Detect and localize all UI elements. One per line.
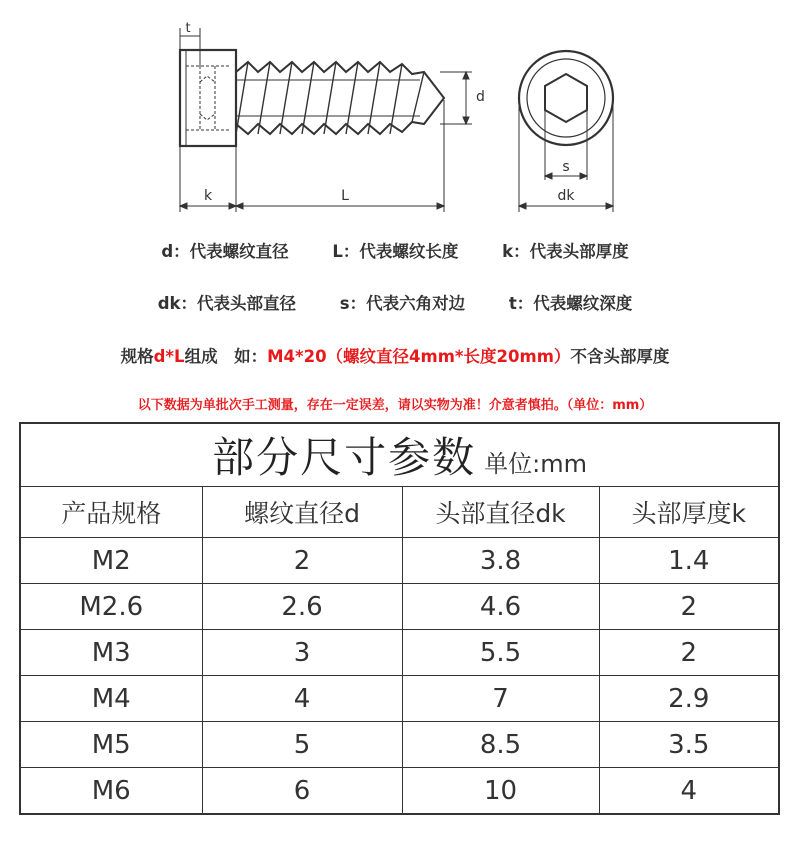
table-row (20, 538, 779, 584)
label-s: s (562, 159, 570, 175)
cell-head-thickness: 2 (599, 630, 779, 676)
table-row (20, 676, 779, 722)
legend-item-s: s：代表六角对边 (339, 294, 466, 313)
screw-head (180, 50, 236, 146)
table-title-cell (20, 423, 779, 487)
legend-item-t: t：代表螺纹深度 (508, 294, 633, 313)
header-head-diameter: 头部直径dk (402, 487, 599, 538)
thread-profile (236, 62, 444, 134)
legend-row-1 (0, 238, 790, 262)
label-L: L (341, 188, 349, 204)
table-row (20, 630, 779, 676)
cell-thread-diameter: 5 (202, 722, 402, 768)
legend-row-2 (0, 290, 790, 314)
header-head-thickness: 头部厚度k (599, 487, 779, 538)
measurement-disclaimer: 以下数据为单批次手工测量，存在一定误差，请以实物为准！介意者慎拍。（单位：mm） (137, 398, 653, 413)
cell-head-thickness: 3.5 (599, 722, 779, 768)
label-t: t (185, 21, 191, 36)
cell-head-thickness: 2 (599, 584, 779, 630)
header-thread-diameter: 螺纹直径d (202, 487, 402, 538)
table-row (20, 768, 779, 815)
cell-spec: M4 (20, 676, 202, 722)
label-d: d (476, 89, 485, 105)
legend-item-dk: dk：代表头部直径 (157, 294, 297, 313)
cell-head-diameter: 5.5 (402, 630, 599, 676)
cell-head-thickness: 1.4 (599, 538, 779, 584)
table-unit: 单位:mm (484, 450, 587, 478)
cell-thread-diameter: 6 (202, 768, 402, 815)
header-spec: 产品规格 (20, 487, 202, 538)
end-view-head-circle (519, 51, 613, 145)
hex-socket (545, 74, 587, 122)
cell-head-diameter: 8.5 (402, 722, 599, 768)
table-title: 部分尺寸参数 (212, 433, 477, 482)
legend-item-d: d：代表螺纹直径 (161, 242, 289, 261)
spec-note: 规格d*L组成 如：M4*20（螺纹直径4mm*长度20mm）不含头部厚度 (120, 347, 670, 366)
size-parameter-table (19, 422, 780, 815)
cell-spec: M6 (20, 768, 202, 815)
cell-head-diameter: 10 (402, 768, 599, 815)
table-row (20, 584, 779, 630)
screw-technical-drawing (0, 0, 790, 230)
table-header-row (20, 487, 779, 538)
cell-spec: M2.6 (20, 584, 202, 630)
cell-spec: M5 (20, 722, 202, 768)
cell-thread-diameter: 3 (202, 630, 402, 676)
cell-thread-diameter: 4 (202, 676, 402, 722)
cell-head-thickness: 2.9 (599, 676, 779, 722)
label-k: k (203, 188, 213, 204)
cell-head-diameter: 4.6 (402, 584, 599, 630)
cell-spec: M2 (20, 538, 202, 584)
legend-item-k: k：代表头部厚度 (502, 242, 629, 261)
legend-item-L: L：代表螺纹长度 (332, 242, 459, 261)
cell-head-thickness: 4 (599, 768, 779, 815)
cell-spec: M3 (20, 630, 202, 676)
label-dk: dk (557, 188, 575, 204)
table-row (20, 722, 779, 768)
cell-head-diameter: 3.8 (402, 538, 599, 584)
cell-thread-diameter: 2 (202, 538, 402, 584)
cell-head-diameter: 7 (402, 676, 599, 722)
cell-thread-diameter: 2.6 (202, 584, 402, 630)
